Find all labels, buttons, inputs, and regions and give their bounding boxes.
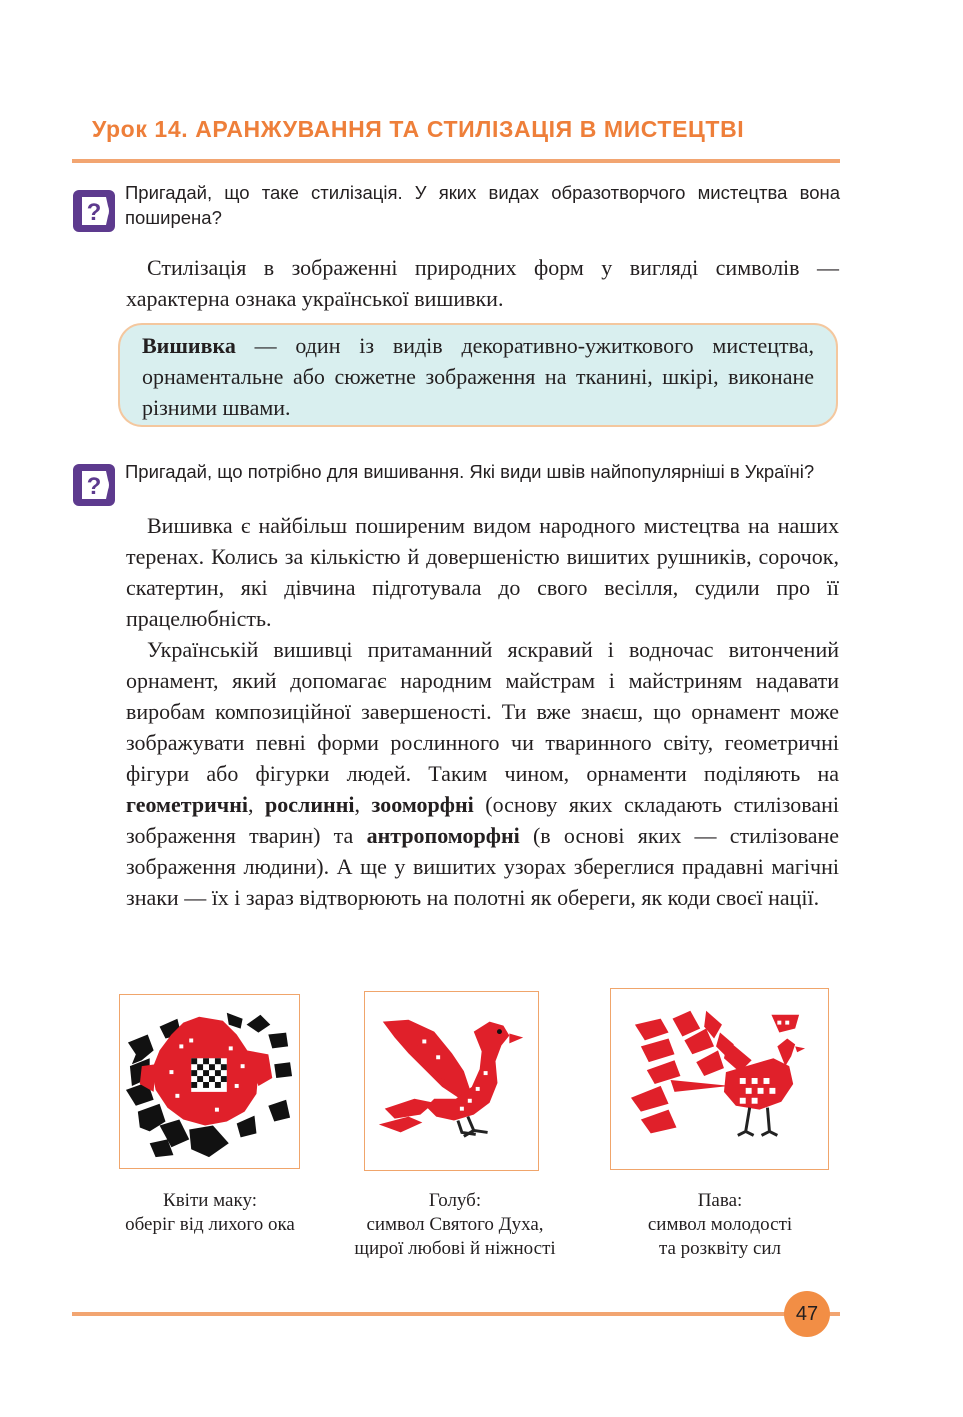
definition-text [142,330,814,423]
lesson-title: Урок 14. АРАНЖУВАННЯ ТА СТИЛІЗАЦІЯ В МИСТЕЦТВІ [92,116,745,142]
separator: , [354,792,372,817]
question-prompt-1: Пригадай, що таке стилізація. У яких видах образотворчого мистецтва вона поширена? [125,182,840,228]
paragraph-text: Українській вишивці притаманний яскравий і водночас витончений орнамент, який допомагає народним майстрам і майстриням надавати виробам композиційної завершеності. Ти вже знаєш, що орнамент може зображувати певні форми рослинного чи тваринного світу, геометричні фігури або фігурки людей. Таким чином, орнаменти поділяють на [126,637,839,786]
figure-caption-poppy [100,1189,320,1237]
dove-embroidery-image [364,991,539,1171]
caption-line: Пава: [697,1190,743,1211]
question-prompt-2: Пригадай, що потрібно для вишивання. Які види швів найпопулярніші в Україні? [125,461,815,482]
body-text [126,510,839,913]
body-paragraph-1: Вишивка є найбільш поширеним видом народного мистецтва на наших теренах. Колись за кількістю й довершеністю вишитих рушників, сорочок, скатертин, які дівчина підготувала до свого весілля, судили про її працелюбність. [126,513,839,631]
caption-line: та розквіту сил [658,1238,782,1259]
term-anthropomorphic: антропоморфні [366,823,520,848]
caption-line: щирої любові й ніжності [354,1238,556,1259]
term-floral: рослинні [265,792,355,817]
caption-line: оберіг від лихого ока [125,1214,295,1235]
svg-text:?: ? [86,199,102,226]
definition-body: — один із видів декоративно-ужиткового мистецтва, орнаментальне або сюжетне зображення на тканині, шкірі, виконане різними швами. [142,333,814,420]
page-number: 47 [784,1291,830,1337]
peahen-embroidery-image [610,988,829,1170]
definition-box [118,323,838,427]
footer-rule [72,1312,840,1316]
poppy-embroidery-image [119,994,300,1169]
figure-caption-peahen [600,1189,840,1261]
question-mark-icon [73,464,115,506]
header-rule [72,159,840,163]
term-geometric: геометричні [126,792,248,817]
term-zoomorphic: зооморфні [371,792,474,817]
figure-caption-dove [330,1189,580,1261]
intro-paragraph: Стилізація в зображенні природних форм у вигляді символів — характерна ознака української вишивки. [126,255,839,311]
paragraph-text: (в основі яких — стилізоване зображення людини). А ще у вишитих узорах збереглися прадавні магічні знаки — їх і зараз відтворюють на полотні як обереги, як коди своєї нації. [126,823,839,910]
caption-line: Голуб: [428,1190,482,1211]
svg-text:?: ? [86,473,102,500]
caption-line: Квіти маку: [163,1190,257,1211]
definition-term: Вишивка [142,333,236,358]
caption-line: символ Святого Духа, [366,1214,544,1235]
body-paragraph-2 [126,634,839,913]
separator: , [247,792,266,817]
paragraph-text: (основу яких складають стилізовані зображення тварин) та [126,792,839,848]
caption-line: символ молодості [647,1214,793,1235]
question-mark-icon [73,190,115,232]
